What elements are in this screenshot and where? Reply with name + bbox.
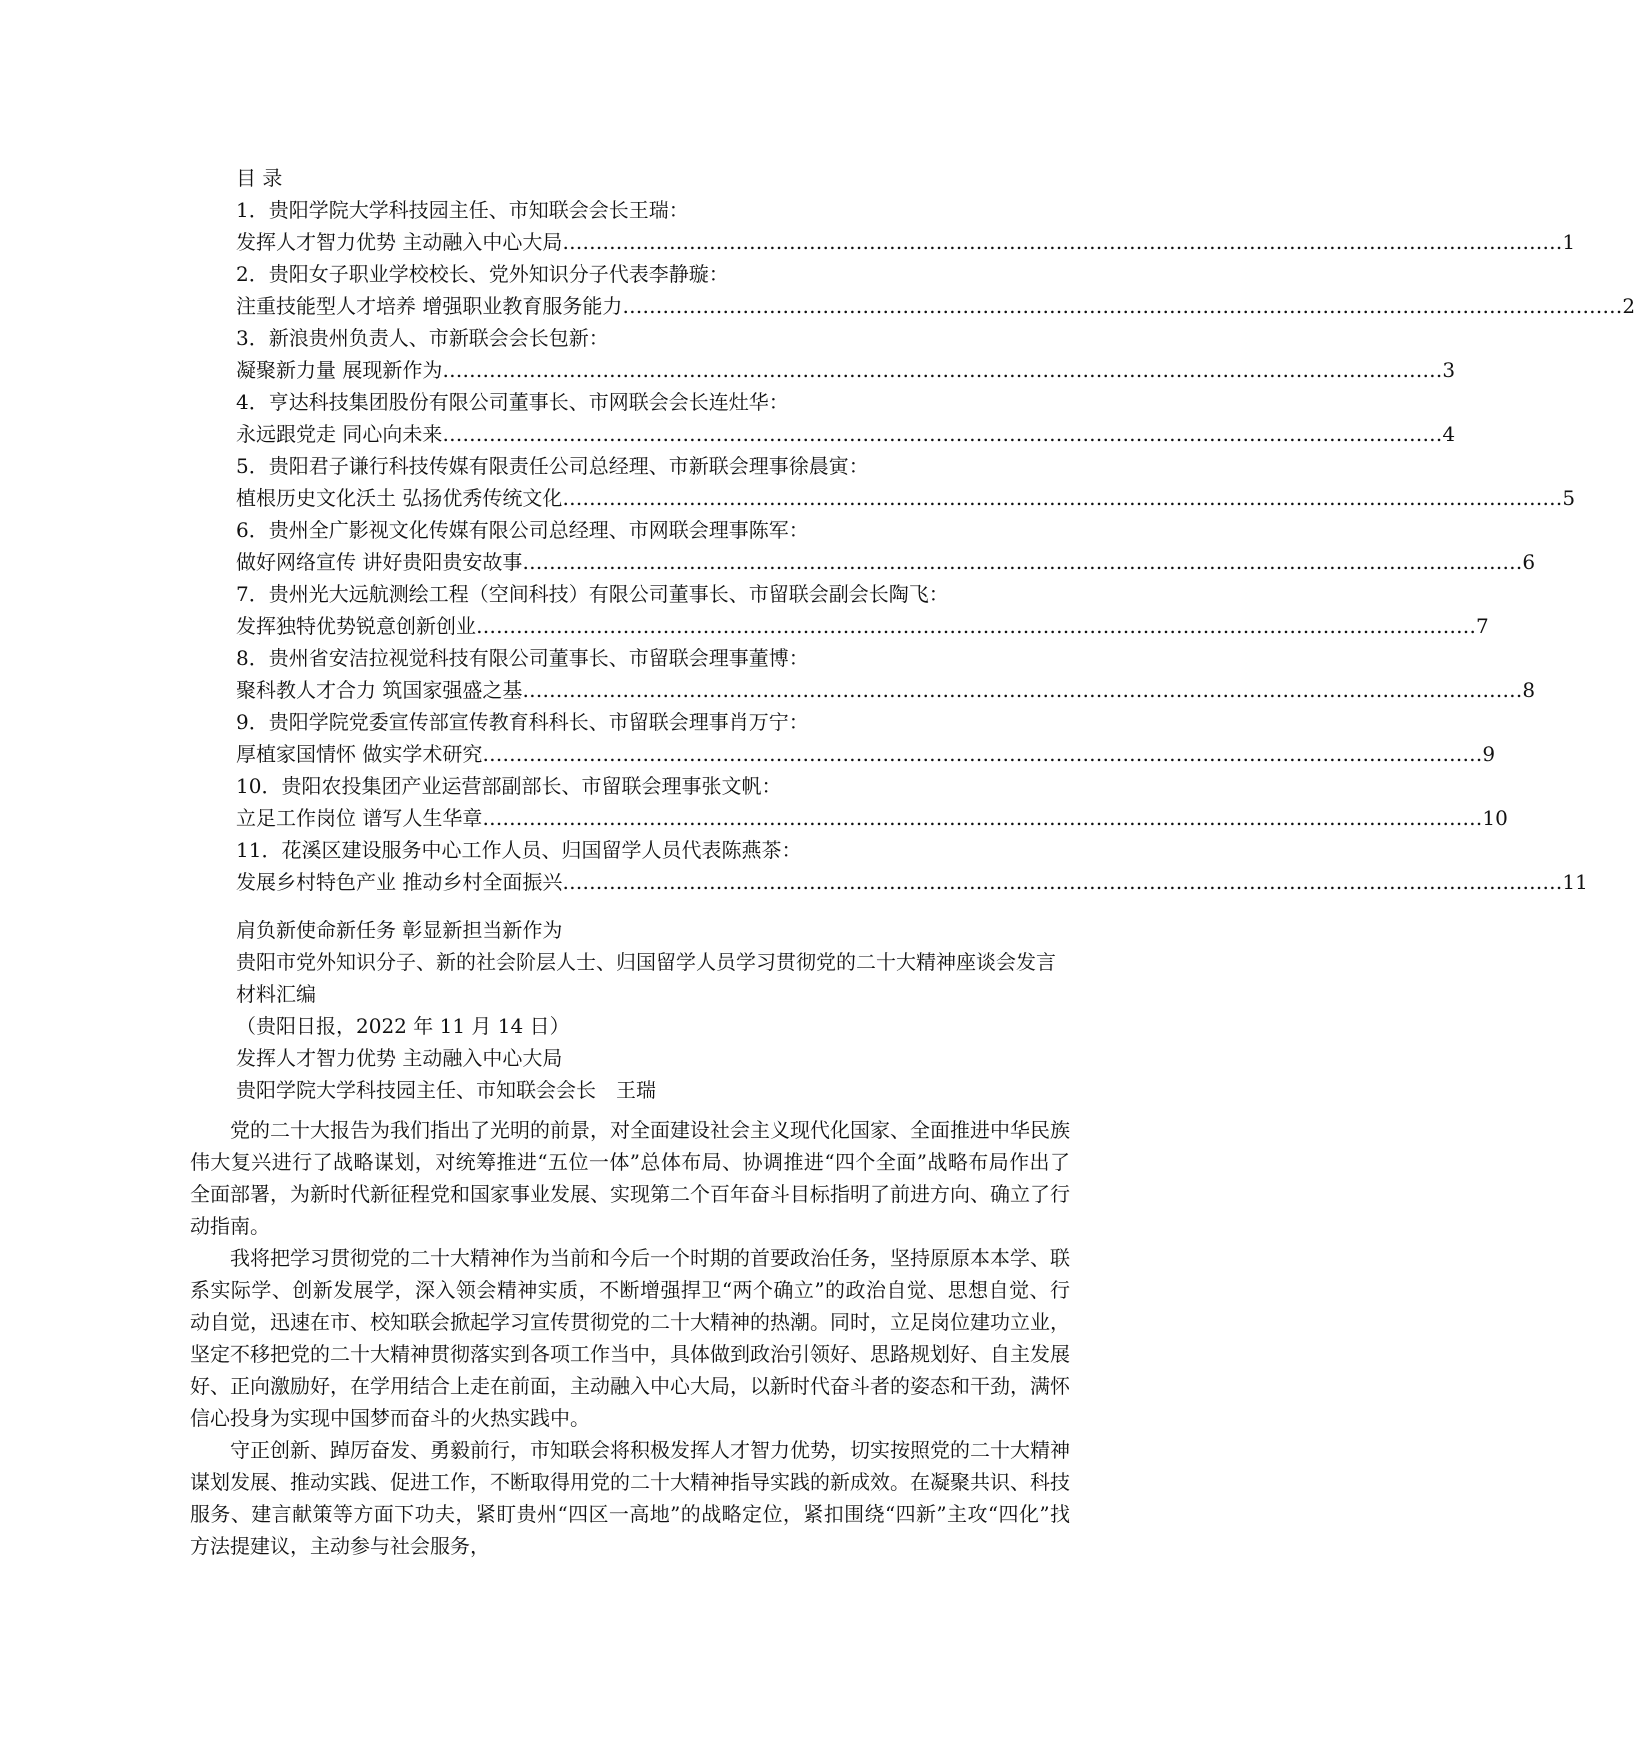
toc-entry-head: 4．亨达科技集团股份有限公司董事长、市网联会会长连灶华：: [236, 390, 789, 414]
toc-entry-subject: 厚植家国情怀 做实学术研究: [236, 742, 483, 766]
compilation-title: 肩负新使命新任务 彰显新担当新作为: [236, 918, 563, 942]
toc-dot-leader: ……………………………………………………………………………………………………………………………………: [562, 870, 1563, 894]
toc-page-number: 9: [1482, 742, 1496, 766]
toc-dot-leader: ……………………………………………………………………………………………………………………………………: [442, 358, 1443, 382]
toc-dot-leader: ……………………………………………………………………………………………………………………………………: [482, 806, 1483, 830]
toc-entry-subject: 发挥人才智力优势 主动融入中心大局: [236, 230, 563, 254]
toc-page-number: 10: [1482, 806, 1508, 830]
toc-page-number: 3: [1442, 358, 1456, 382]
toc-page-number: 1: [1562, 230, 1576, 254]
toc-entry: [236, 198, 1576, 262]
toc-page-number: 5: [1562, 486, 1576, 510]
toc-entry-head: 10．贵阳农投集团产业运营部副部长、市留联会理事张文帆：: [236, 774, 782, 798]
toc-entry-subject: 发展乡村特色产业 推动乡村全面振兴: [236, 870, 563, 894]
article-author: 贵阳学院大学科技园主任、市知联会会长 王瑞: [236, 1078, 656, 1102]
body-paragraph: 党的二十大报告为我们指出了光明的前景，对全面建设社会主义现代化国家、全面推进中华民族伟大复兴进行了战略谋划，对统筹推进“五位一体”总体布局、协调推进“四个全面”战略布局作出了全面部署，为新时代新征程党和国家事业发展、实现第二个百年奋斗目标指明了前进方向、确立了行动指南。: [190, 1118, 1070, 1238]
toc-dot-leader: ……………………………………………………………………………………………………………………………………: [482, 742, 1483, 766]
toc-entry-row: [236, 230, 1576, 262]
body-paragraph: 守正创新、踔厉奋发、勇毅前行，市知联会将积极发挥人才智力优势，切实按照党的二十大精神谋划发展、推动实践、促进工作，不断取得用党的二十大精神指导实践的新成效。在凝聚共识、科技服务、建言献策等方面下功夫，紧盯贵州“四区一高地”的战略定位，紧扣围绕“四新”主攻“四化”找方法提建议，主动参与社会服务，: [190, 1438, 1070, 1558]
toc-dot-leader: ……………………………………………………………………………………………………………………………………: [442, 422, 1443, 446]
toc-entry-subject: 立足工作岗位 谱写人生华章: [236, 806, 483, 830]
toc-entry-subject: 聚科教人才合力 筑国家强盛之基: [236, 678, 523, 702]
toc-entry: [236, 326, 1456, 390]
toc-entry-subject: 发挥独特优势锐意创新创业: [236, 614, 476, 638]
toc-entry: [236, 646, 1536, 710]
toc-dot-leader: ……………………………………………………………………………………………………………………………………: [562, 230, 1563, 254]
toc-entry-row: [236, 422, 1456, 454]
toc-page-number: 4: [1442, 422, 1456, 446]
toc-entry-row: [236, 486, 1576, 518]
toc-entry-subject: 永远跟党走 同心向未来: [236, 422, 443, 446]
article-title: 发挥人才智力优势 主动融入中心大局: [236, 1046, 563, 1070]
compilation-subtitle: 贵阳市党外知识分子、新的社会阶层人士、归国留学人员学习贯彻党的二十大精神座谈会发言材料汇编: [236, 950, 1056, 1006]
toc-entry: [236, 262, 1635, 326]
toc-entry: [236, 518, 1536, 582]
toc-page-number: 7: [1476, 614, 1489, 638]
toc-entry-row: [236, 550, 1536, 582]
toc-entry-head: 6．贵州全广影视文化传媒有限公司总经理、市网联会理事陈军：: [236, 518, 809, 542]
toc-entry-row: [236, 294, 1635, 326]
toc-entry-head: 7．贵州光大远航测绘工程（空间科技）有限公司董事长、市留联会副会长陶飞：: [236, 582, 949, 606]
toc-entry: [236, 838, 1588, 902]
article-body: [190, 1114, 1070, 1562]
toc-entry-row: [236, 358, 1456, 390]
toc-entry: [236, 710, 1496, 774]
toc-entry-head: 2．贵阳女子职业学校校长、党外知识分子代表李静璇：: [236, 262, 729, 286]
toc-entry: [236, 390, 1456, 454]
toc-entry-head: 11．花溪区建设服务中心工作人员、归国留学人员代表陈燕茶：: [236, 838, 802, 862]
toc-entry-head: 8．贵州省安洁拉视觉科技有限公司董事长、市留联会理事董博：: [236, 646, 809, 670]
toc-title: 目 录: [236, 166, 283, 190]
compilation-source: （贵阳日报，2022 年 11 月 14 日）: [236, 1014, 570, 1038]
toc-page-number: 6: [1522, 550, 1536, 574]
toc-entry-head: 1．贵阳学院大学科技园主任、市知联会会长王瑞：: [236, 198, 689, 222]
toc-dot-leader: ……………………………………………………………………………………………………………………………………: [622, 294, 1623, 318]
toc-entry-head: 3．新浪贵州负责人、市新联会会长包新：: [236, 326, 609, 350]
toc-page-number: 11: [1562, 870, 1588, 894]
toc-entry-subject: 注重技能型人才培养 增强职业教育服务能力: [236, 294, 623, 318]
toc-dot-leader: ……………………………………………………………………………………………………………………………………: [522, 550, 1523, 574]
toc-entry-head: 9．贵阳学院党委宣传部宣传教育科科长、市留联会理事肖万宁：: [236, 710, 809, 734]
table-of-contents: [236, 198, 1635, 902]
toc-page-number: 8: [1522, 678, 1536, 702]
toc-entry: [236, 582, 1489, 646]
body-paragraph: 我将把学习贯彻党的二十大精神作为当前和今后一个时期的首要政治任务，坚持原原本本学、联系实际学、创新发展学，深入领会精神实质，不断增强捍卫“两个确立”的政治自觉、思想自觉、行动自觉，迅速在市、校知联会掀起学习宣传贯彻党的二十大精神的热潮。同时，立足岗位建功立业，坚定不移把党的二十大精神贯彻落实到各项工作当中，具体做到政治引领好、思路规划好、自主发展好、正向激励好，在学用结合上走在前面，主动融入中心大局，以新时代奋斗者的姿态和干劲，满怀信心投身为实现中国梦而奋斗的火热实践中。: [190, 1246, 1070, 1430]
toc-entry-subject: 做好网络宣传 讲好贵阳贵安故事: [236, 550, 523, 574]
toc-dot-leader: ……………………………………………………………………………………………………………………………………: [522, 678, 1523, 702]
toc-entry-row: [236, 806, 1508, 838]
toc-entry-row: [236, 614, 1489, 646]
toc-entry-row: [236, 742, 1496, 774]
toc-entry-row: [236, 870, 1588, 902]
toc-entry-row: [236, 678, 1536, 710]
toc-entry-subject: 凝聚新力量 展现新作为: [236, 358, 443, 382]
toc-page-number: 2: [1622, 294, 1635, 318]
toc-dot-leader: ……………………………………………………………………………………………………………………………………: [476, 614, 1476, 638]
toc-dot-leader: ……………………………………………………………………………………………………………………………………: [562, 486, 1563, 510]
toc-entry: [236, 774, 1508, 838]
toc-entry: [236, 454, 1576, 518]
toc-entry-head: 5．贵阳君子谦行科技传媒有限责任公司总经理、市新联会理事徐晨寅：: [236, 454, 869, 478]
toc-entry-subject: 植根历史文化沃土 弘扬优秀传统文化: [236, 486, 563, 510]
